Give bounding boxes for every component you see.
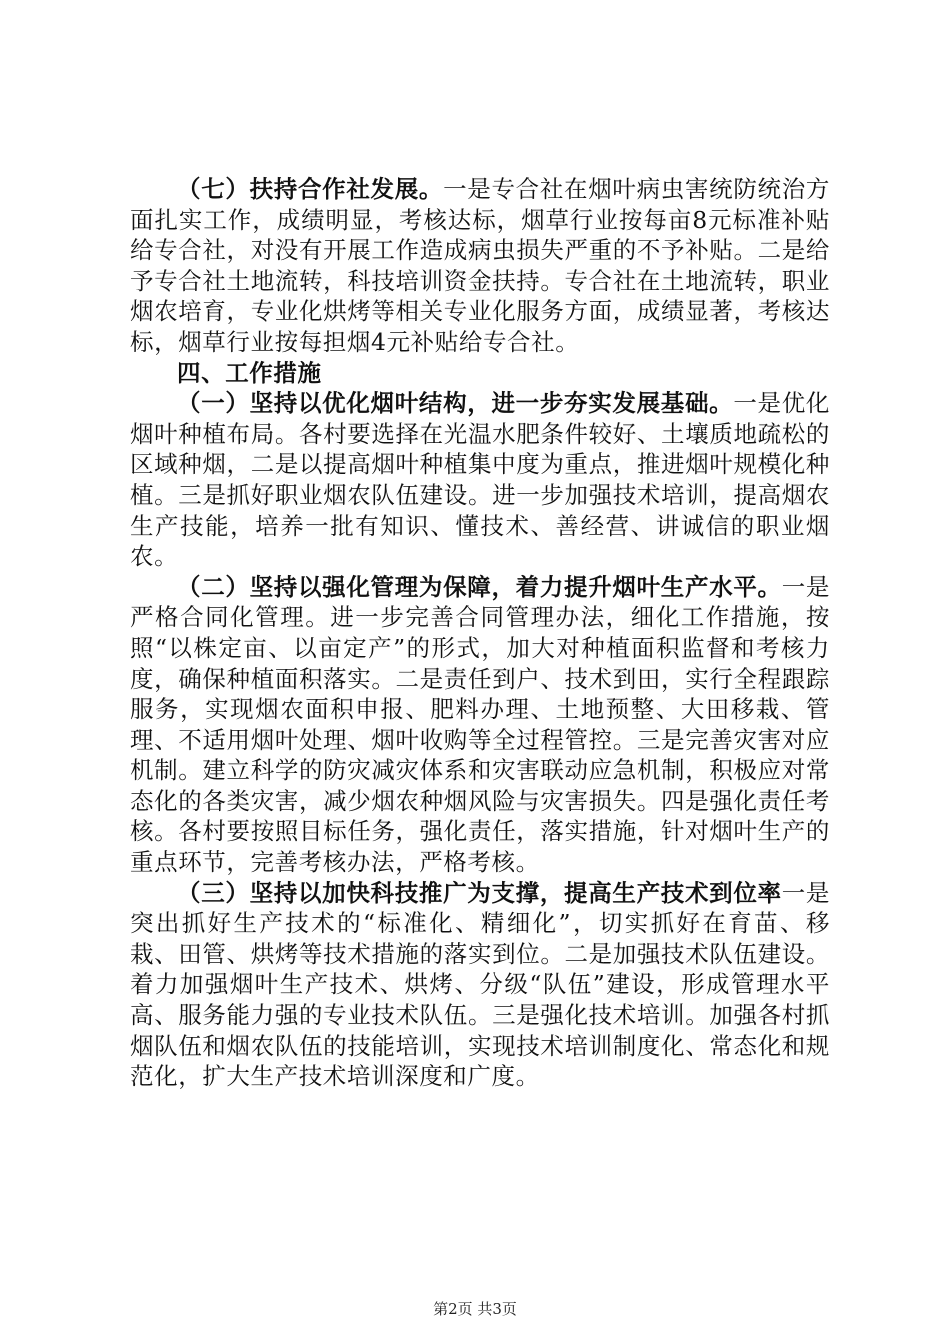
paragraph-technology-promotion xyxy=(130,878,830,1092)
paragraph-lead: （三）坚持以加快科技推广为支撑，提高生产技术到位率 xyxy=(177,878,782,907)
paragraph-lead: （一）坚持以优化烟叶结构，进一步夯实发展基础。 xyxy=(177,389,734,418)
paragraph-management xyxy=(130,572,830,878)
paragraph-cooperative-support xyxy=(130,174,830,358)
paragraph-lead: （七）扶持合作社发展。 xyxy=(177,175,444,203)
document-body xyxy=(130,174,830,1092)
paragraph-body: 一是专合社在烟叶病虫害统防统治方面扎实工作，成绩明显，考核达标，烟草行业按每亩8元标准补贴给专合社，对没有开展工作造成病虫损失严重的不予补贴。二是给予专合社土地流转，科技培训资金扶持。专合社在土地流转，职业烟农培育，专业化烘烤等相关专业化服务方面，成绩显著，考核达标，烟草行业按每担烟4元补贴给专合社。 xyxy=(130,175,830,356)
paragraph-structure-optimization xyxy=(130,388,830,572)
paragraph-body: 一是突出抓好生产技术的“标准化、精细化”，切实抓好在育苗、移栽、田管、烘烤等技术措施的落实到位。二是加强技术队伍建设。着力加强烟叶生产技术、烘烤、分级“队伍”建设，形成管理水平高、服务能力强的专业技术队伍。三是强化技术培训。加强各村抓烟队伍和烟农队伍的技能培训，实现技术培训制度化、常态化和规范化，扩大生产技术培训深度和广度。 xyxy=(130,878,831,1091)
paragraph-body: 一是优化烟叶种植布局。各村要选择在光温水肥条件较好、土壤质地疏松的区域种烟，二是以提高烟叶种植集中度为重点，推进烟叶规模化种植。三是抓好职业烟农队伍建设。进一步加强技术培训，提高烟农生产技能，培养一批有知识、懂技术、善经营、讲诚信的职业烟农。 xyxy=(130,389,830,571)
paragraph-body: 一是严格合同化管理。进一步完善合同管理办法，细化工作措施，按照“以株定亩、以亩定产”的形式，加大对种植面积监督和考核力度，确保种植面积落实。二是责任到户、技术到田，实行全程跟踪服务，实现烟农面积申报、肥料办理、土地预整、大田移栽、管理、不适用烟叶处理、烟叶收购等全过程管控。三是完善灾害对应机制。建立科学的防灾减灾体系和灾害联动应急机制，积极应对常态化的各类灾害，减少烟农种烟风险与灾害损失。四是强化责任考核。各村要按照目标任务，强化责任，落实措施，针对烟叶生产的重点环节，完善考核办法，严格考核。 xyxy=(130,572,831,877)
page-number-footer: 第2页 共3页 xyxy=(433,1300,517,1318)
paragraph-lead: （二）坚持以强化管理为保障，着力提升烟叶生产水平。 xyxy=(177,572,782,601)
section-heading: 四、工作措施 xyxy=(177,358,322,387)
